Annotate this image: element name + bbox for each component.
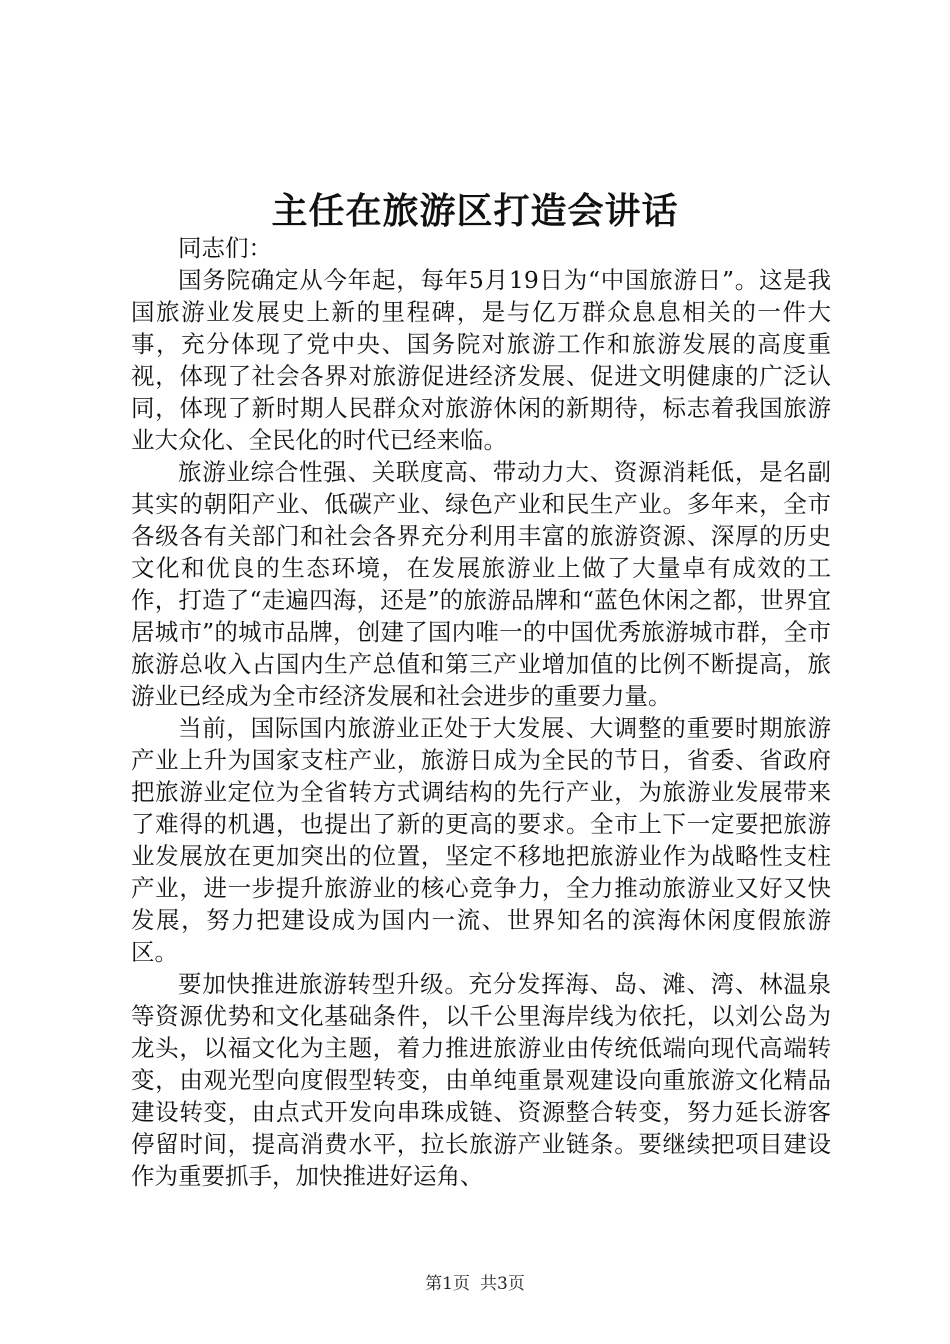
paragraph-2: 旅游业综合性强、关联度高、带动力大、资源消耗低，是名副其实的朝阳产业、低碳产业、绿色产业和民生产业。多年来，全市各级各有关部门和社会各界充分利用丰富的旅游资源、深厚的历史文化和优良的生态环境，在发展旅游业上做了大量卓有成效的工作，打造了“走遍四海，还是”的旅游品牌和“蓝色休闲之都，世界宜居城市”的城市品牌，创建了国内唯一的中国优秀旅游城市群，全市旅游总收入占国内生产总值和第三产业增加值的比例不断提高，旅游业已经成为全市经济发展和社会进步的重要力量。 (131, 458, 831, 710)
page-total: 共3页 (480, 1274, 525, 1294)
document-body (131, 232, 831, 1192)
paragraph-4: 要加快推进旅游转型升级。充分发挥海、岛、滩、湾、林温泉等资源优势和文化基础条件，以千公里海岸线为依托，以刘公岛为龙头，以福文化为主题，着力推进旅游业由传统低端向现代高端转变，由观光型向度假型转变，由单纯重景观建设向重旅游文化精品建设转变，由点式开发向串珠成链、资源整合转变，努力延长游客停留时间，提高消费水平，拉长旅游产业链条。要继续把项目建设作为重要抓手，加快推进好运角、 (131, 970, 831, 1190)
document-title: 主任在旅游区打造会讲话 (271, 190, 679, 232)
paragraph-3: 当前，国际国内旅游业正处于大发展、大调整的重要时期旅游产业上升为国家支柱产业，旅游日成为全民的节日，省委、省政府把旅游业定位为全省转方式调结构的先行产业，为旅游业发展带来了难得的机遇，也提出了新的更高的要求。全市上下一定要把旅游业发展放在更加突出的位置，坚定不移地把旅游业作为战略性支柱产业，进一步提升旅游业的核心竞争力，全力推动旅游业又好又快发展，努力把建设成为国内一流、世界知名的滨海休闲度假旅游区。 (131, 714, 831, 966)
salutation: 同志们： (178, 234, 272, 262)
page-footer (0, 1272, 950, 1296)
paragraph-1: 国务院确定从今年起，每年5月19日为“中国旅游日”。这是我国旅游业发展史上新的里程碑，是与亿万群众息息相关的一件大事，充分体现了党中央、国务院对旅游工作和旅游发展的高度重视，体现了社会各界对旅游促进经济发展、促进文明健康的广泛认同，体现了新时期人民群众对旅游休闲的新期待，标志着我国旅游业大众化、全民化的时代已经来临。 (131, 266, 831, 454)
page-number: 第1页 (425, 1274, 470, 1294)
